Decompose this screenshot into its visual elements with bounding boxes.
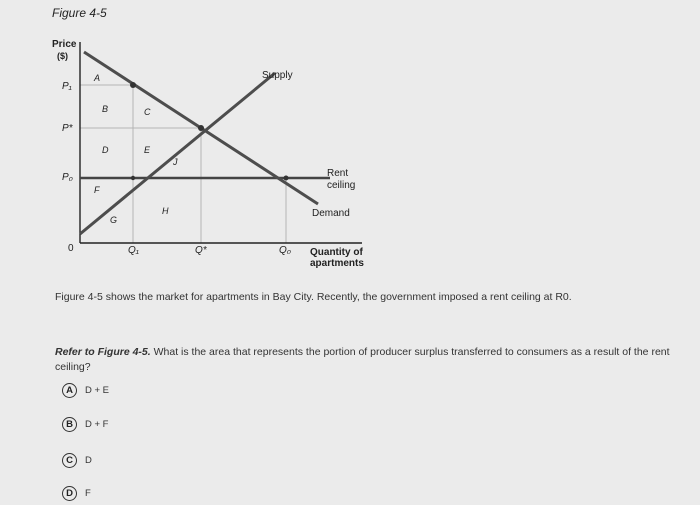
x-axis-unit: apartments	[310, 258, 364, 269]
area-label-f: F	[94, 185, 100, 195]
area-label-h: H	[162, 206, 169, 216]
question-text	[55, 345, 680, 375]
price-label-pstar: P*	[62, 123, 73, 134]
area-label-c: C	[144, 107, 151, 117]
figure-title: Figure 4-5	[52, 6, 107, 20]
choice-b[interactable]	[62, 415, 109, 433]
area-label-g: G	[110, 215, 118, 225]
choice-c[interactable]	[62, 451, 92, 469]
question-reference: Refer to Figure 4-5.	[55, 346, 151, 358]
price-label-p1: P₁	[62, 81, 72, 92]
choice-d-radio[interactable]: D	[62, 486, 77, 501]
price-label-p0: P₀	[62, 172, 73, 183]
choice-c-radio[interactable]: C	[62, 453, 77, 468]
choice-a[interactable]	[62, 381, 109, 399]
x-axis-label: Quantity of	[310, 247, 363, 258]
quantity-label-q1: Q₁	[128, 245, 139, 256]
point-q1-ceiling	[131, 176, 135, 180]
point-q1-demand	[130, 82, 136, 88]
y-axis-unit: ($)	[57, 51, 68, 61]
demand-label: Demand	[312, 208, 350, 219]
rent-ceiling-label-line1: Rent	[327, 168, 349, 179]
choice-b-label: D + F	[85, 418, 109, 430]
choice-a-label: D + E	[85, 384, 110, 396]
choice-c-label: D	[85, 454, 92, 466]
point-equilibrium	[198, 125, 204, 131]
supply-label: Supply	[262, 70, 293, 81]
choice-d[interactable]	[62, 484, 91, 502]
question-body: What is the area that represents the portion of producer surplus transferred to consumers as a result of the rent ceiling?	[55, 346, 670, 373]
choice-a-radio[interactable]: A	[62, 383, 77, 398]
quantity-label-qstar: Q*	[195, 245, 207, 256]
point-q0-ceiling	[284, 176, 289, 181]
area-label-a: A	[94, 73, 101, 83]
area-label-d: D	[102, 145, 109, 155]
supply-curve	[80, 73, 275, 234]
choice-b-radio[interactable]: B	[62, 417, 77, 432]
figure-caption: Figure 4-5 shows the market for apartments in Bay City. Recently, the government imposed a rent ceiling at R0.	[55, 291, 572, 303]
area-label-e: E	[144, 145, 151, 155]
choice-d-label: F	[85, 487, 91, 499]
area-label-b: B	[102, 104, 109, 114]
y-axis-label: Price	[52, 39, 77, 50]
area-label-j: J	[173, 157, 178, 167]
rent-ceiling-label-line2: ceiling	[327, 180, 356, 191]
origin-label: 0	[68, 243, 74, 254]
quantity-label-q0: Q₀	[279, 245, 291, 256]
